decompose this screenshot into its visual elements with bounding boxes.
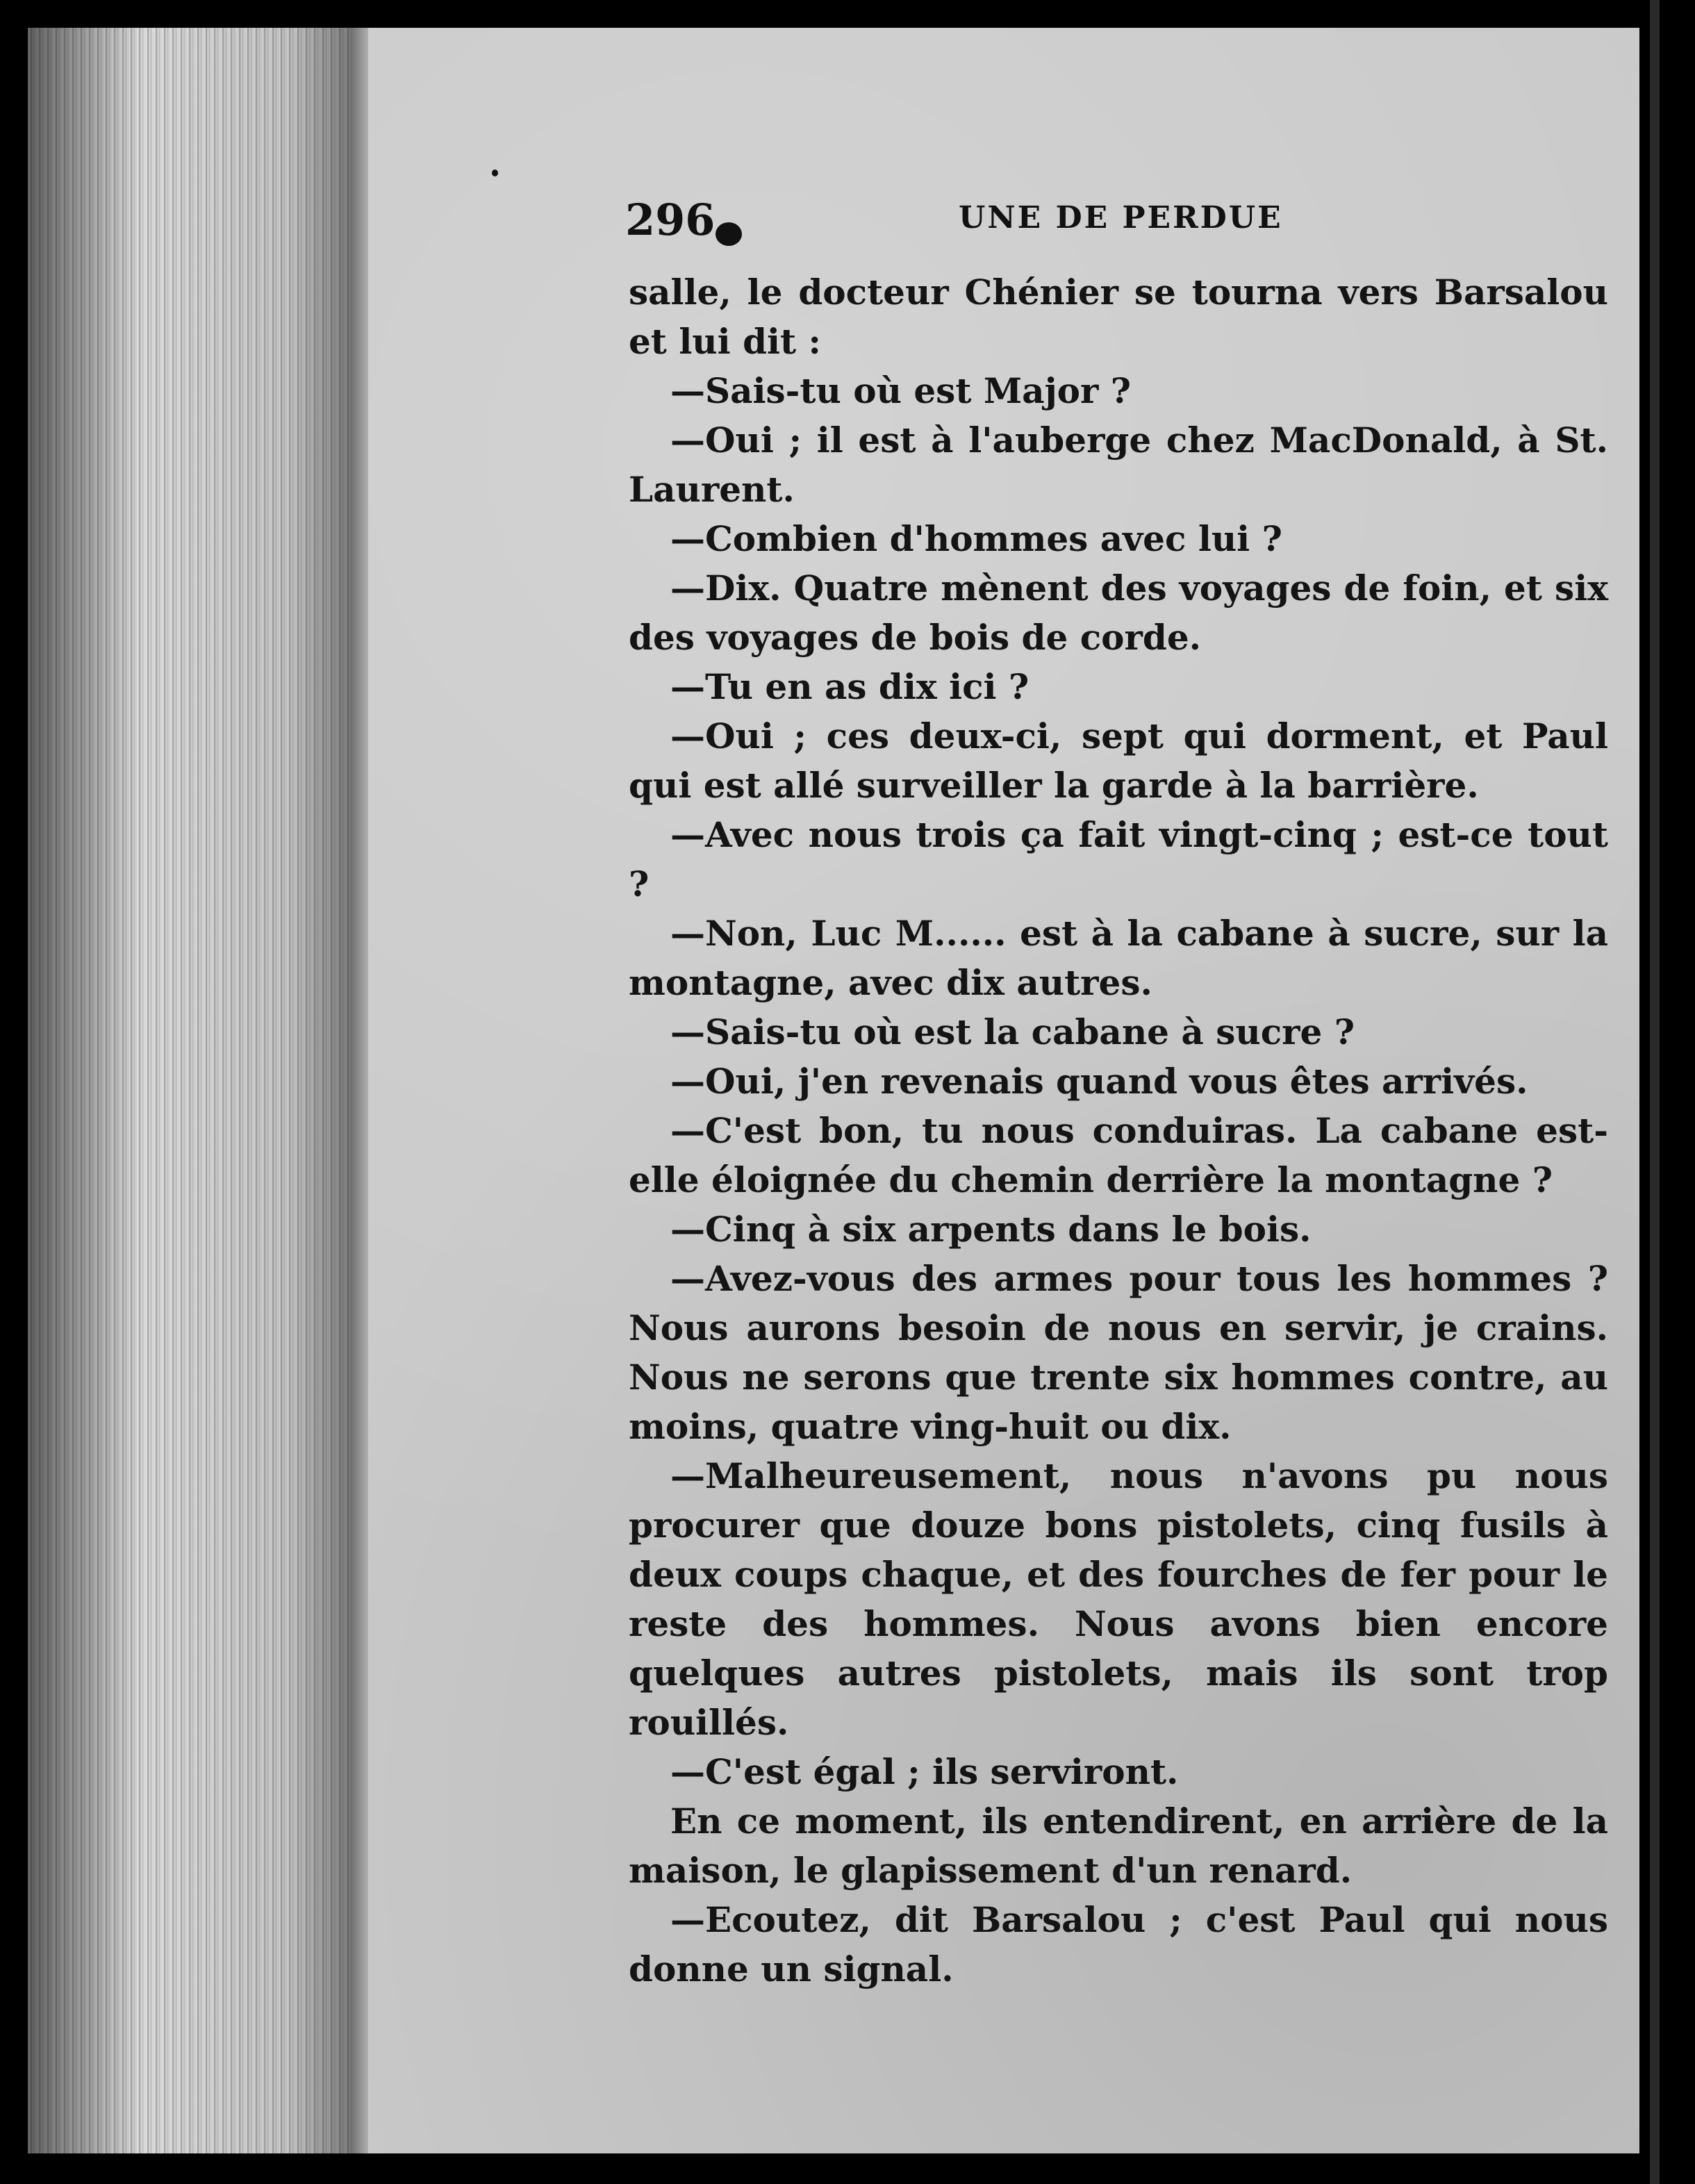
paragraph: —Tu en as dix ici ? xyxy=(670,666,1030,707)
paragraph: —Combien d'hommes avec lui ? xyxy=(670,518,1282,559)
paragraph: —Oui ; ces deux-ci, sept qui dorment, et Paul qui est allé surveiller la garde à la barrière. xyxy=(629,715,1608,806)
paragraph: —Sais-tu où est la cabane à sucre ? xyxy=(670,1011,1355,1052)
paragraph: —Avec nous trois ça fait vingt-cinq ; est-ce tout ? xyxy=(629,814,1608,904)
paragraph: —Non, Luc M...... est à la cabane à sucre, sur la montagne, avec dix autres. xyxy=(629,913,1608,1003)
paragraph: —C'est égal ; ils serviront. xyxy=(670,1751,1179,1792)
paragraph: —Oui ; il est à l'auberge chez MacDonald, à St. Laurent. xyxy=(629,420,1608,510)
paragraph: —Avez-vous des armes pour tous les hommes ? Nous aurons besoin de nous en servir, je crains. Nous ne serons que trente six hommes contre, au moins, quatre ving-huit ou dix. xyxy=(629,1258,1608,1447)
paragraph: —Malheureusement, nous n'avons pu nous procurer que douze bons pistolets, cinq fusils à deux coups chaque, et des fourches de fer pour le reste des hommes. Nous avons bien encore quelques autres pistolets, mais ils sont trop rouillés. xyxy=(629,1455,1608,1743)
paragraph: —Oui, j'en revenais quand vous êtes arrivés. xyxy=(670,1061,1528,1102)
running-title: UNE DE PERDUE xyxy=(959,200,1283,235)
paragraph: —Dix. Quatre mènent des voyages de foin, et six des voyages de bois de corde. xyxy=(629,568,1608,658)
page-edges-shadow xyxy=(28,28,354,2153)
paragraph: —Ecoutez, dit Barsalou ; c'est Paul qui nous donne un signal. xyxy=(629,1899,1608,1989)
paragraph: —C'est bon, tu nous conduiras. La cabane est-elle éloignée du chemin derrière la montagne ? xyxy=(629,1110,1608,1200)
scan-border-right xyxy=(1639,0,1695,2184)
paragraph: En ce moment, ils entendirent, en arrière de la maison, le glapissement d'un renard. xyxy=(629,1801,1608,1891)
body-text xyxy=(629,267,1608,1994)
paragraph: —Cinq à six arpents dans le bois. xyxy=(670,1209,1312,1250)
paragraph: salle, le docteur Chénier se tourna vers Barsalou et lui dit : xyxy=(629,272,1608,362)
ink-speck xyxy=(492,169,498,176)
ink-blot xyxy=(716,222,742,246)
page-number: 296 xyxy=(625,195,716,245)
paragraph: —Sais-tu où est Major ? xyxy=(670,370,1132,411)
scan-strip-right xyxy=(1650,0,1660,2184)
page-header xyxy=(625,195,1320,257)
